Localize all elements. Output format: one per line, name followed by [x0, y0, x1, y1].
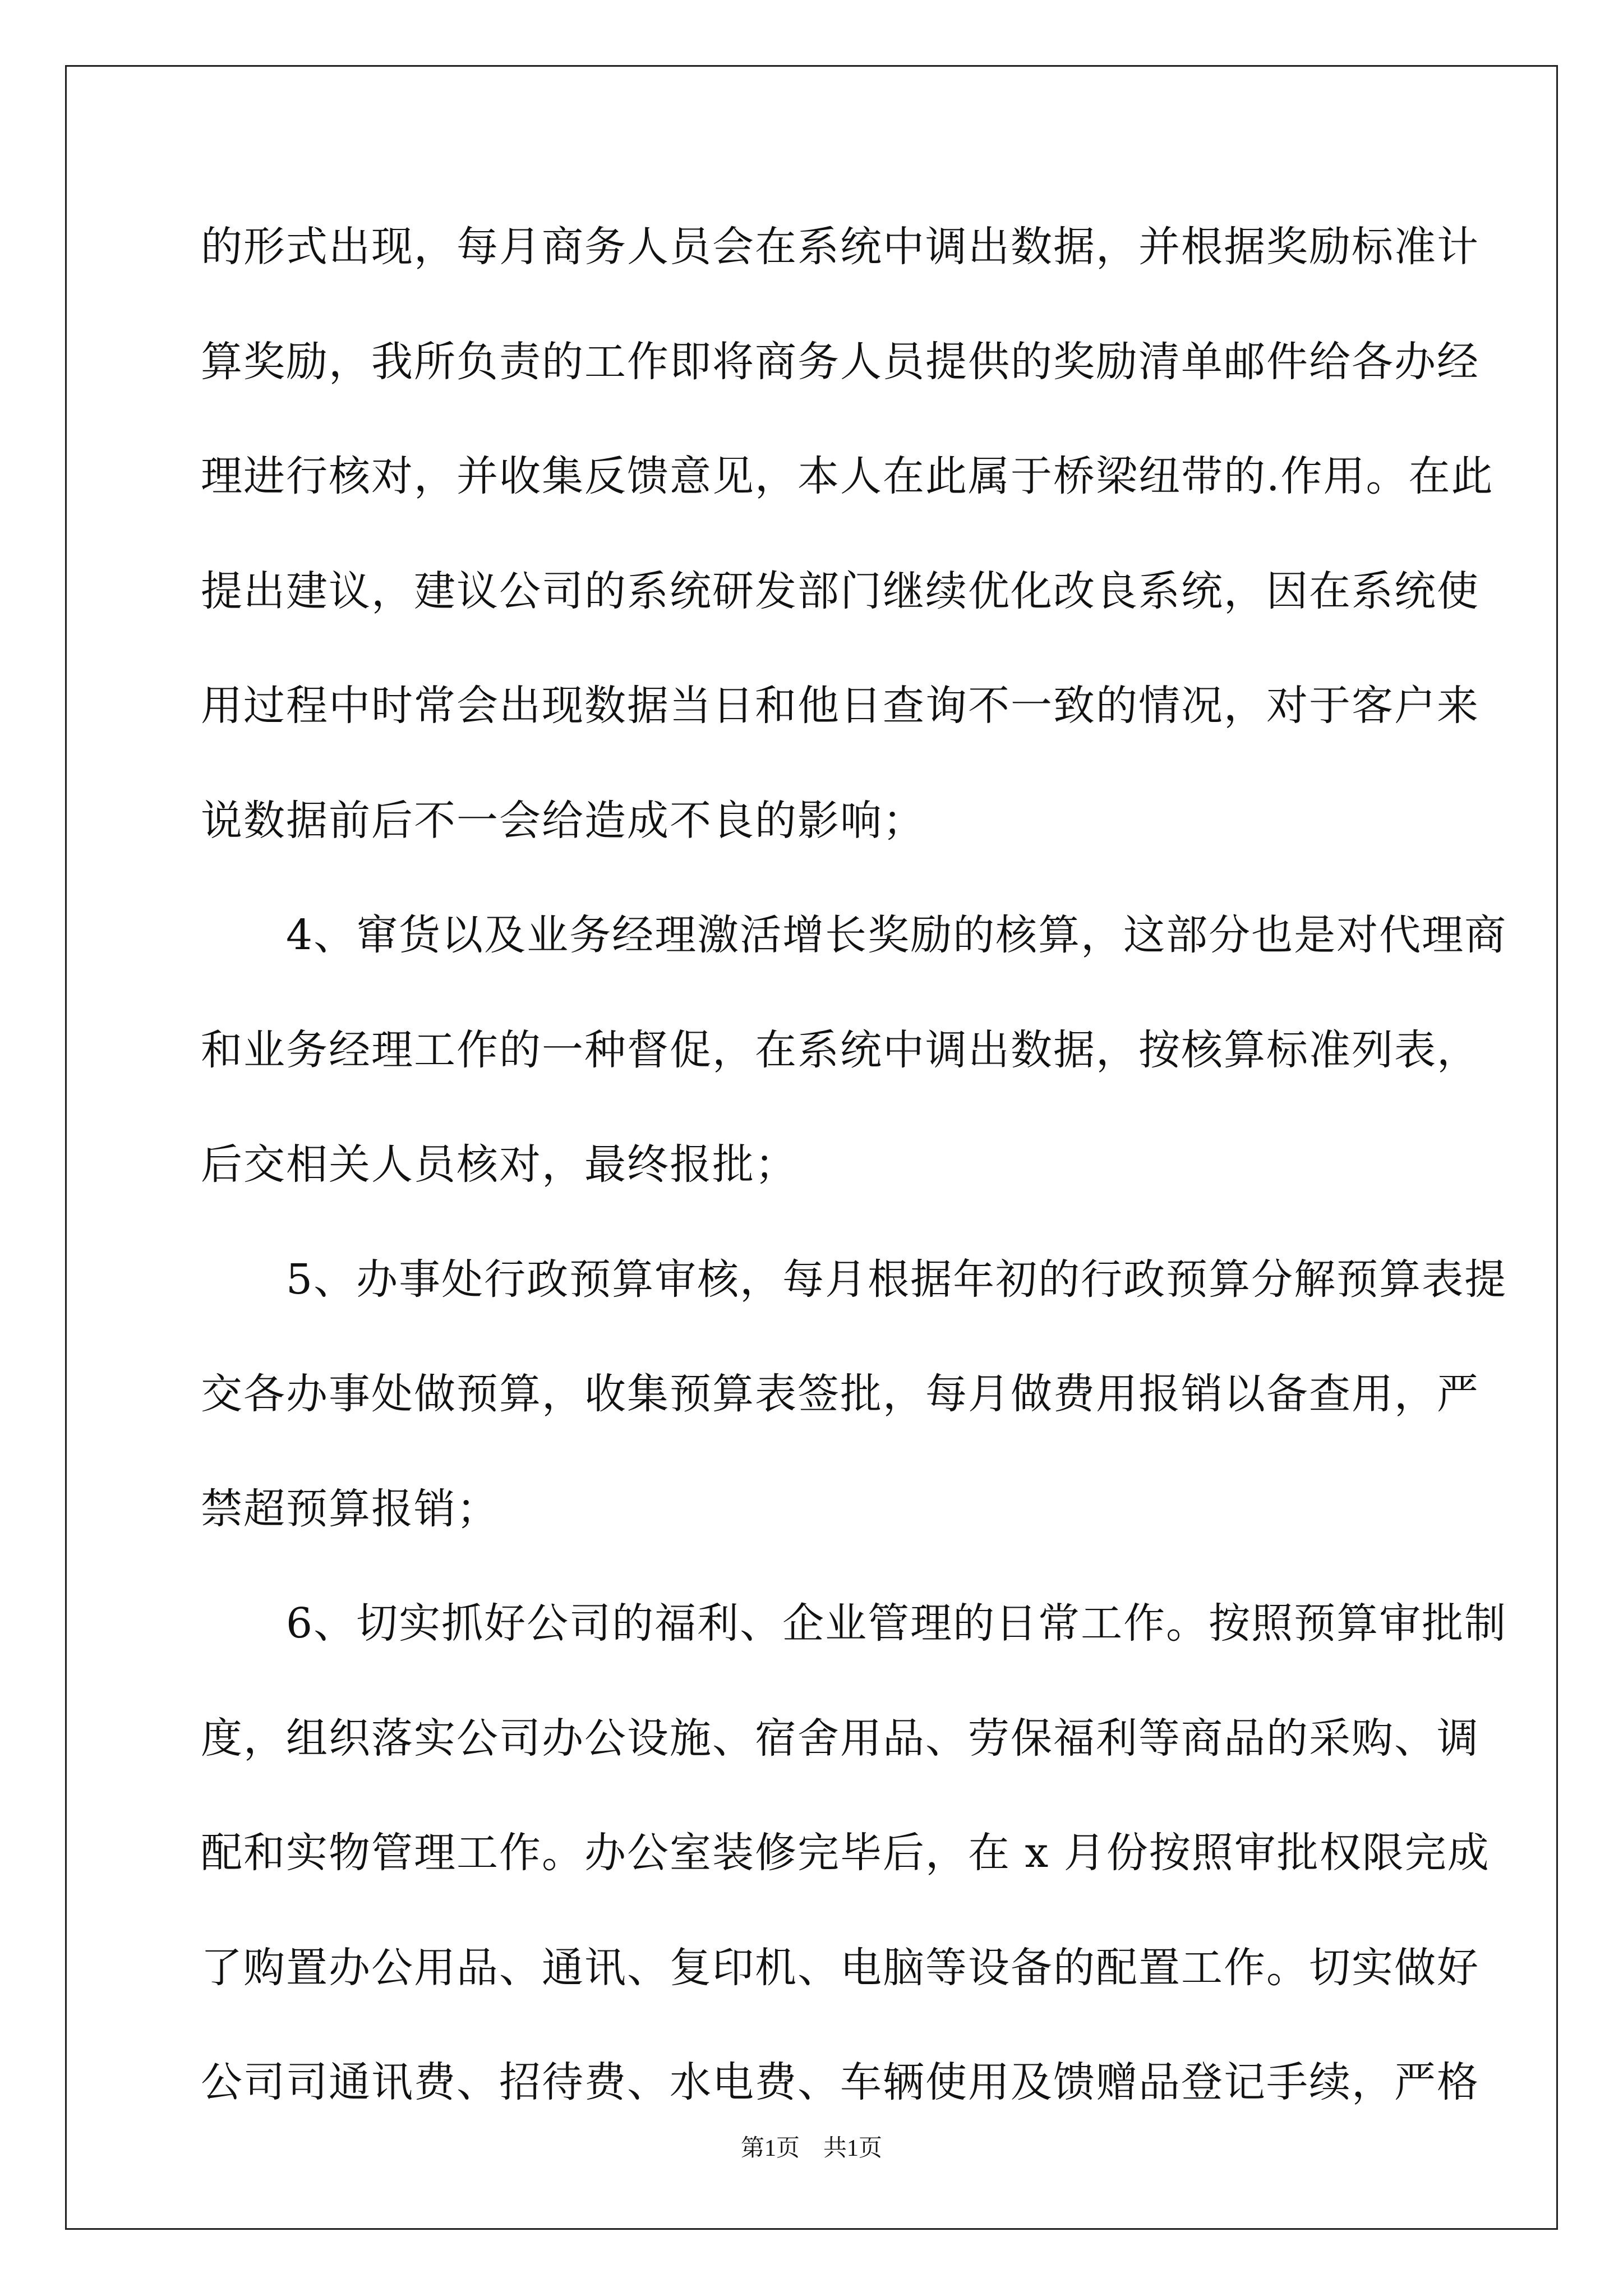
paragraph-line-10: 5、办事处行政预算审核，每月根据年初的行政预算分解预算表提 — [201, 1255, 1507, 1304]
paragraph-line-11: 交各办事处做预算，收集预算表签批，每月做费用报销以备查用，严 — [201, 1370, 1479, 1418]
paragraph-line-14: 度，组织落实公司办公设施、宿舍用品、劳保福利等商品的采购、调 — [201, 1714, 1479, 1763]
paragraph-line-16: 了购置办公用品、通讯、复印机、电脑等设备的配置工作。切实做好 — [201, 1944, 1479, 1992]
paragraph-line-3: 理进行核对，并收集反馈意见，本人在此属于桥梁纽带的.作用。在此 — [201, 452, 1494, 500]
paragraph-line-1: 的形式出现，每月商务人员会在系统中调出数据，并根据奖励标准计 — [201, 223, 1479, 271]
paragraph-line-6: 说数据前后不一会给造成不良的影响； — [201, 797, 925, 845]
paragraph-line-17: 公司司通讯费、招待费、水电费、车辆使用及馈赠品登记手续，严格 — [201, 2058, 1479, 2106]
paragraph-line-5: 用过程中时常会出现数据当日和他日查询不一致的情况，对于客户来 — [201, 682, 1479, 730]
paragraph-line-2: 算奖励，我所负责的工作即将商务人员提供的奖励清单邮件给各办经 — [201, 338, 1479, 386]
page-footer: 第1页 共1页 — [740, 2136, 882, 2161]
paragraph-line-4: 提出建议，建议公司的系统研发部门继续优化改良系统，因在系统使 — [201, 567, 1479, 615]
paragraph-line-8: 和业务经理工作的一种督促，在系统中调出数据，按核算标准列表， — [201, 1026, 1479, 1074]
paragraph-line-15: 配和实物管理工作。办公室装修完毕后，在 x 月份按照审批权限完成 — [201, 1829, 1490, 1877]
paragraph-line-12: 禁超预算报销； — [201, 1485, 499, 1533]
paragraph-line-9: 后交相关人员核对，最终报批； — [201, 1140, 797, 1189]
paragraph-line-7: 4、窜货以及业务经理激活增长奖励的核算，这部分也是对代理商 — [201, 911, 1507, 959]
paragraph-line-13: 6、切实抓好公司的福利、企业管理的日常工作。按照预算审批制 — [201, 1599, 1507, 1648]
